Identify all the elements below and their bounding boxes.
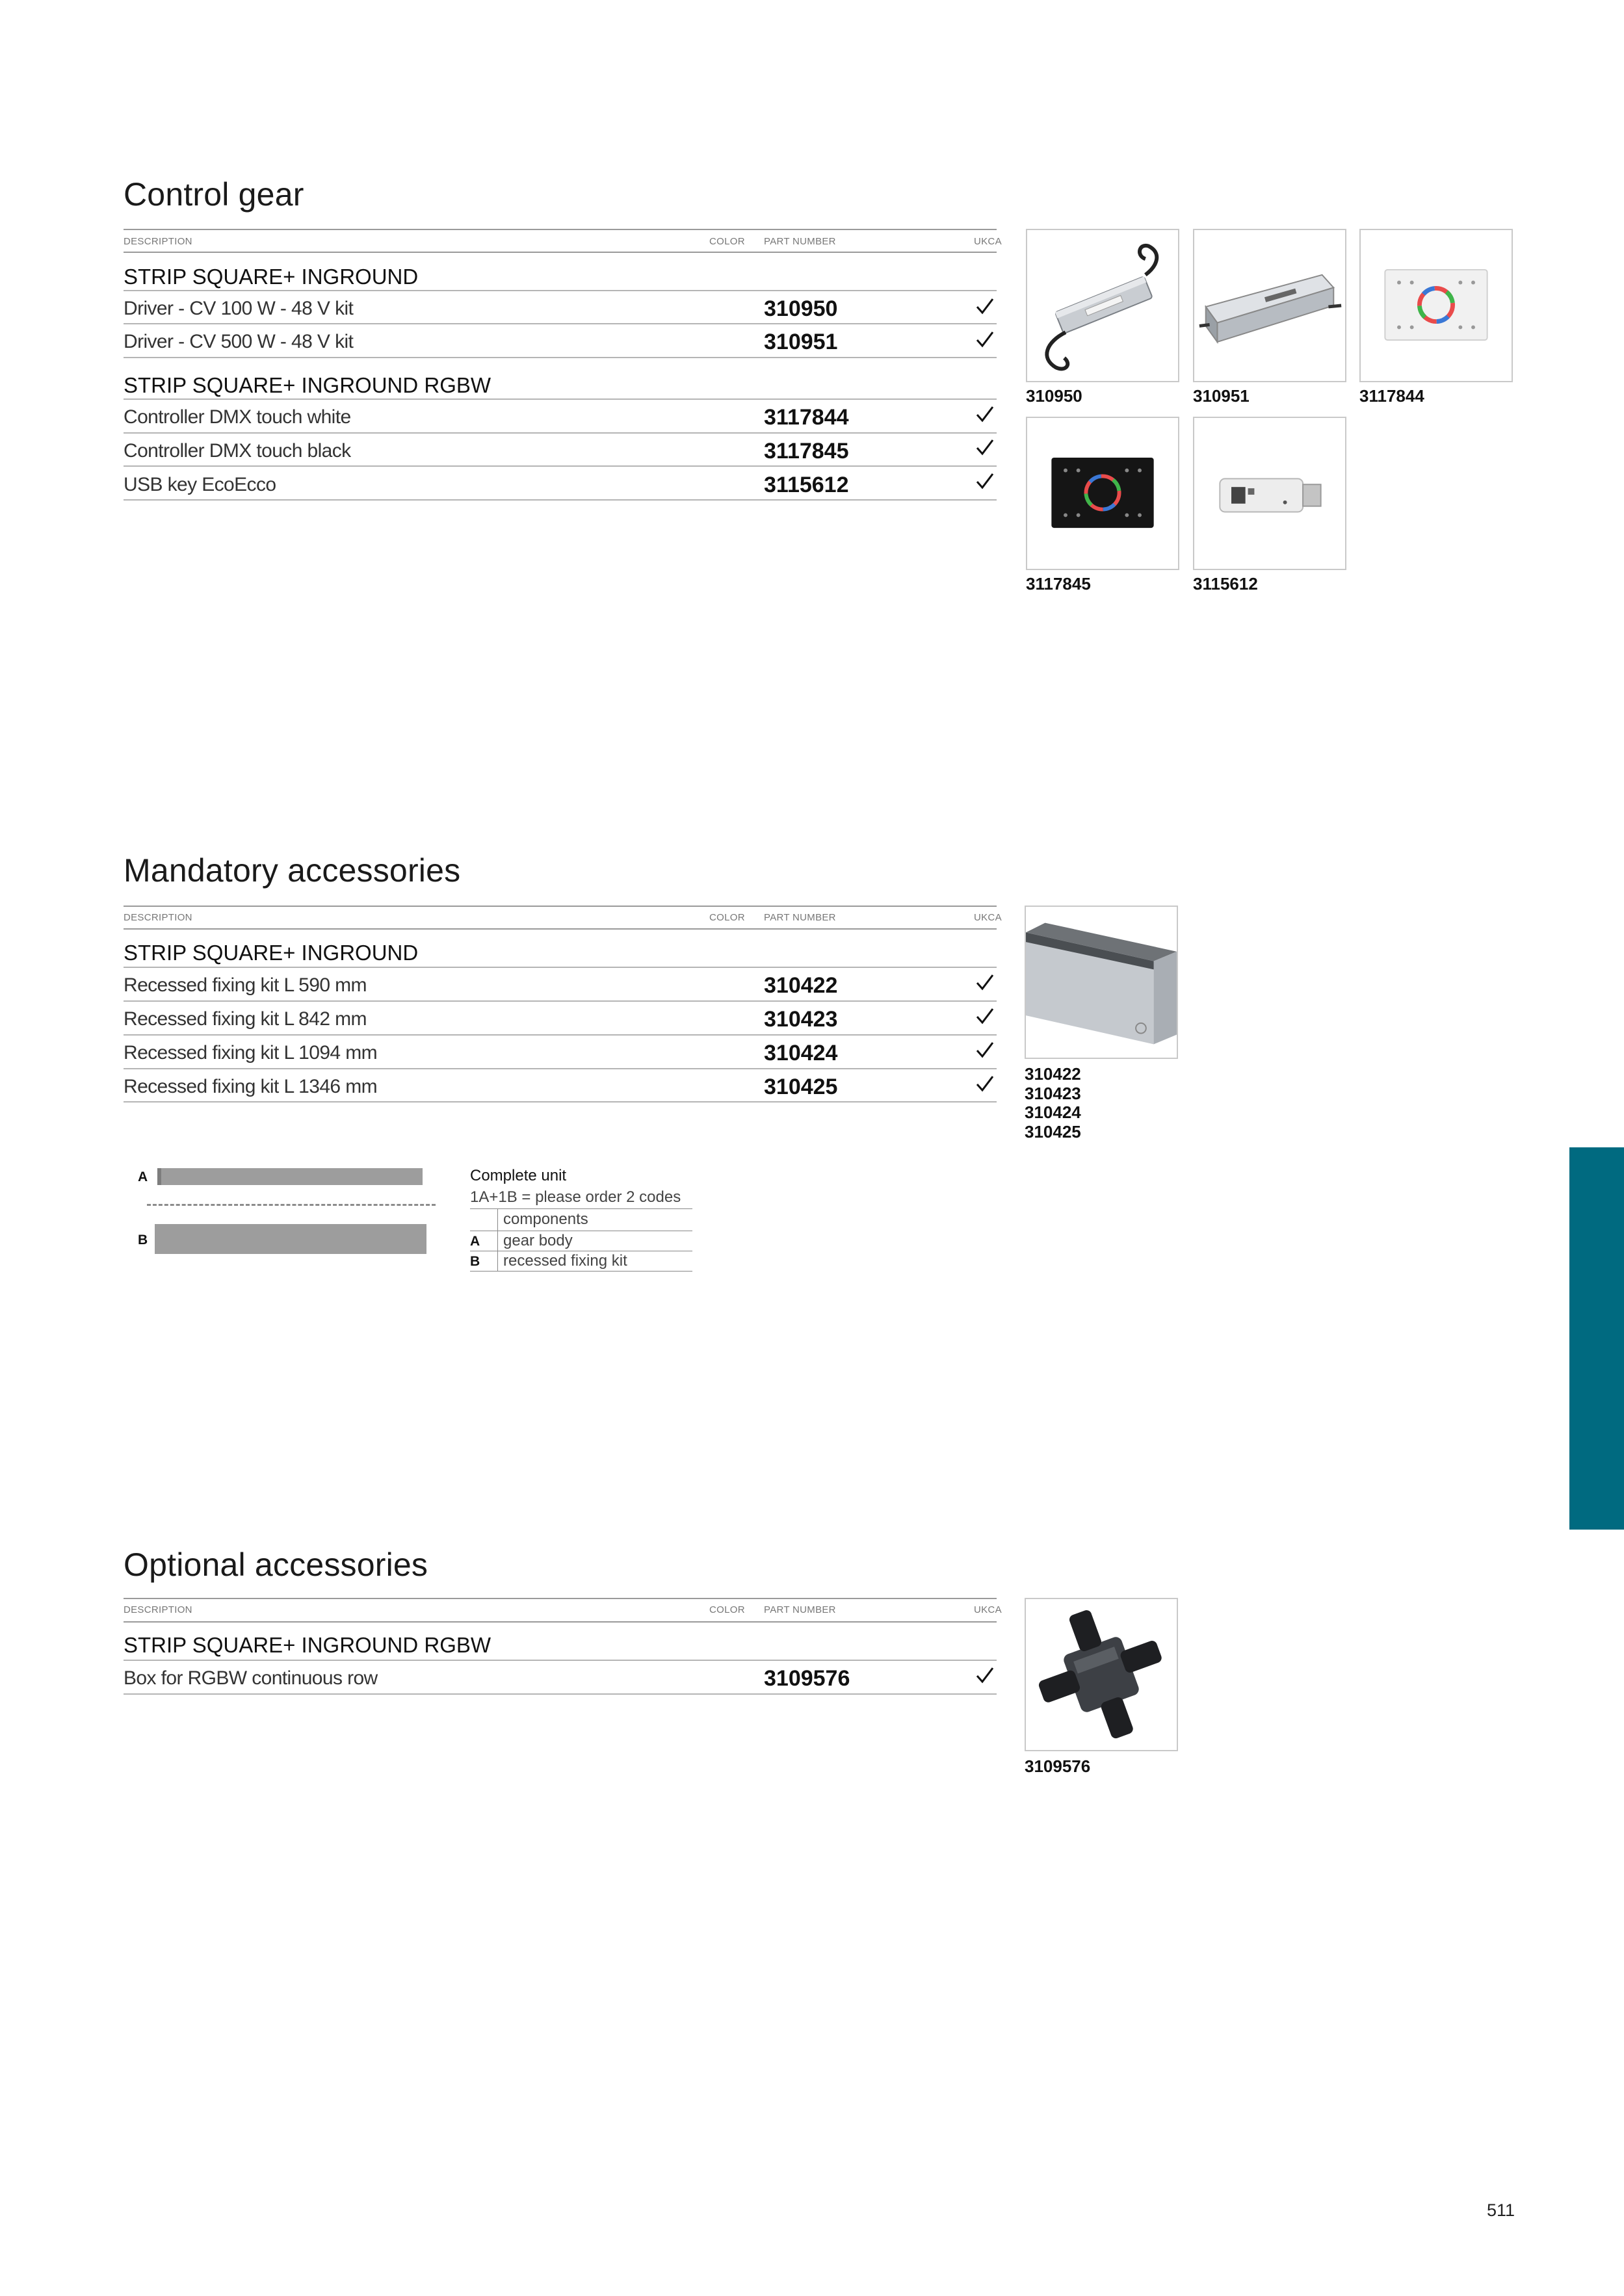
row-part-number: 3117845 [764,439,849,463]
driver-icon [1026,229,1179,382]
legend-header: components [503,1210,588,1228]
legend-value-b: recessed fixing kit [503,1252,627,1270]
row-divider [124,323,997,324]
group-title: STRIP SQUARE+ INGROUND [124,265,419,289]
row-divider [124,357,997,358]
row-part-number: 310951 [764,330,838,354]
image-caption: 310950 [1026,386,1082,406]
header-ukca: UKCA [974,236,1002,247]
gear-body-endcap [157,1168,161,1185]
ukca-check-icon [975,471,995,491]
junction-box-icon [1025,1598,1178,1751]
ukca-check-icon [975,437,995,457]
ukca-check-icon [975,1006,995,1026]
legend-value-a: gear body [503,1232,573,1249]
legend-key-a: A [470,1234,480,1249]
ukca-check-icon [975,972,995,992]
row-divider [124,1000,997,1002]
header-color: COLOR [709,912,745,923]
row-part-number: 310425 [764,1075,838,1099]
row-divider [124,1693,997,1695]
row-part-number: 3117844 [764,405,849,430]
legend-rule [470,1271,692,1272]
row-divider [124,499,997,501]
header-rule-bottom [124,252,997,253]
row-divider [124,967,997,968]
section-title-mandatory-accessories: Mandatory accessories [124,852,461,889]
row-divider [124,432,997,434]
row-divider [124,1101,997,1102]
row-part-number: 3115612 [764,473,849,497]
row-divider [124,1034,997,1036]
diagram-label-b: B [138,1233,148,1247]
image-caption: 310423 [1025,1084,1081,1103]
recessed-kit-icon [1025,906,1178,1059]
row-part-number: 310424 [764,1041,838,1065]
diagram-dashed-divider [147,1204,436,1206]
header-part-number: PART NUMBER [764,1604,836,1615]
ukca-check-icon [975,404,995,424]
row-description: Recessed fixing kit L 842 mm [124,1008,367,1030]
header-description: DESCRIPTION [124,912,192,923]
row-description: Recessed fixing kit L 1346 mm [124,1076,378,1097]
image-caption: 3117845 [1026,574,1091,594]
image-caption: 310424 [1025,1102,1081,1122]
header-rule [124,1598,997,1599]
image-caption: 310951 [1193,386,1250,406]
ukca-check-icon [975,1074,995,1093]
group-title: STRIP SQUARE+ INGROUND [124,941,419,965]
gear-body-shape [157,1168,423,1185]
legend-column-rule [497,1208,498,1271]
group-title: STRIP SQUARE+ INGROUND RGBW [124,1633,491,1657]
header-description: DESCRIPTION [124,1604,192,1615]
row-description: Driver - CV 100 W - 48 V kit [124,298,354,319]
image-caption: 310425 [1025,1122,1081,1141]
header-color: COLOR [709,1604,745,1615]
header-description: DESCRIPTION [124,236,192,247]
image-caption: 3115612 [1193,574,1258,594]
row-part-number: 310950 [764,296,838,321]
header-rule-bottom [124,1621,997,1623]
image-caption: 3117844 [1359,386,1424,406]
header-ukca: UKCA [974,1604,1002,1615]
image-caption: 310422 [1025,1064,1081,1084]
row-divider [124,398,997,400]
ukca-check-icon [975,330,995,349]
legend-subtitle: 1A+1B = please order 2 codes [470,1188,681,1206]
row-divider [124,1660,997,1661]
row-divider [124,290,997,291]
row-part-number: 310423 [764,1007,838,1032]
legend-key-b: B [470,1254,480,1269]
header-rule-bottom [124,928,997,930]
group-title: STRIP SQUARE+ INGROUND RGBW [124,373,491,397]
row-description: Box for RGBW continuous row [124,1667,378,1689]
row-divider [124,465,997,467]
row-part-number: 3109576 [764,1666,850,1691]
header-rule [124,906,997,907]
row-description: Recessed fixing kit L 1094 mm [124,1042,378,1063]
diagram-label-a: A [138,1169,148,1184]
controller-black-icon [1026,417,1179,570]
row-description: Controller DMX touch white [124,406,351,428]
header-part-number: PART NUMBER [764,236,836,247]
driver-box-icon [1193,229,1346,382]
section-title-control-gear: Control gear [124,176,304,213]
ukca-check-icon [975,1665,995,1685]
row-description: Controller DMX touch black [124,440,351,462]
header-rule [124,229,997,230]
recessed-kit-shape [155,1224,426,1254]
ukca-check-icon [975,296,995,316]
legend-title: Complete unit [470,1167,567,1184]
row-part-number: 310422 [764,973,838,998]
row-description: Recessed fixing kit L 590 mm [124,974,367,996]
header-part-number: PART NUMBER [764,912,836,923]
row-description: USB key EcoEcco [124,474,276,495]
header-color: COLOR [709,236,745,247]
row-description: Driver - CV 500 W - 48 V kit [124,331,354,352]
section-title-optional-accessories: Optional accessories [124,1546,428,1583]
row-divider [124,1068,997,1069]
chapter-tab [1569,1147,1624,1530]
header-ukca: UKCA [974,912,1002,923]
legend-rule [470,1208,692,1209]
ukca-check-icon [975,1040,995,1060]
image-caption: 3109576 [1025,1756,1091,1776]
usb-key-icon [1193,417,1346,570]
page-number: 511 [1487,2200,1515,2220]
controller-white-icon [1359,229,1513,382]
